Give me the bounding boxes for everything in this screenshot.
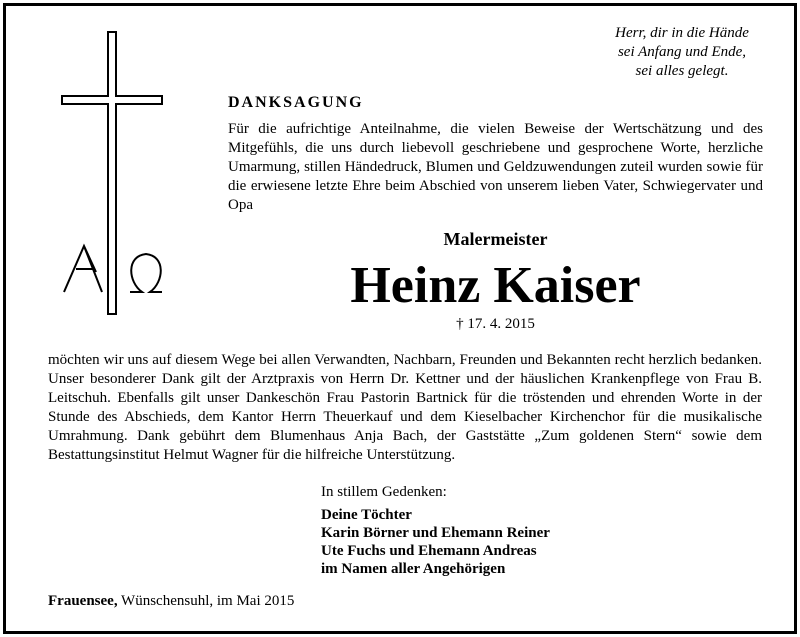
- footer-date: Wünschensuhl, im Mai 2015: [117, 593, 295, 609]
- motto-verse: [592, 24, 772, 81]
- footer-place-date: [48, 593, 294, 610]
- motto-line: sei alles gelegt.: [635, 63, 729, 79]
- profession: Malermeister: [443, 229, 548, 249]
- deceased-name: Heinz Kaiser: [350, 257, 641, 314]
- motto-line: Herr, dir in die Hände: [615, 25, 749, 41]
- obituary-card: [3, 3, 797, 634]
- intro-paragraph: Für die aufrichtige Anteilnahme, die vielen Beweise der Wertschätzung und des Mitgefühls, die uns durch liebevoll geschriebene und gesprochene Worte, herzliche Umarmung, stillen Händedruck, Blumen und Geldzuwendungen zuteil wurden sowie für die erwiesene letzte Ehre beim Abschied von unserem lieben Vater, Schwiegervater und Opa: [228, 121, 763, 213]
- signer-line: im Namen aller Angehörigen: [321, 561, 506, 577]
- cross-alpha-omega-icon: [54, 24, 184, 324]
- signer-line: Deine Töchter: [321, 507, 412, 523]
- signers-list: [321, 506, 550, 578]
- signer-line: Karin Börner und Ehemann Reiner: [321, 525, 550, 541]
- footer-place: Frauensee,: [48, 593, 118, 609]
- signer-line: Ute Fuchs und Ehemann Andreas: [321, 543, 537, 559]
- death-date: † 17. 4. 2015: [456, 316, 535, 332]
- motto-line: sei Anfang und Ende,: [617, 44, 747, 60]
- page-title: DANKSAGUNG: [228, 94, 364, 111]
- thanks-paragraph: möchten wir uns auf diesem Wege bei allen Verwandten, Nachbarn, Freunden und Bekannten recht herzlich bedanken. Unser besonderer Dank gilt der Arztpraxis von Herrn Dr. Kettner und der häuslichen Krankenpflege von Frau B. Leitschuh. Ebenfalls gilt unser Dankeschön Frau Pastorin Bartnick für die tröstenden und ehrenden Worte in der Stunde des Abschieds, dem Kantor Herrn Theuerkauf und dem Kieselbacher Kirchenchor für die musikalische Umrahmung. Dank gebührt dem Blumenhaus Anja Bach, der Gaststätte „Zum goldenen Stern“ sowie dem Bestattungsinstitut Helmut Wagner für die hilfreiche Unterstützung.: [48, 352, 762, 463]
- closing-line: In stillem Gedenken:: [321, 484, 447, 500]
